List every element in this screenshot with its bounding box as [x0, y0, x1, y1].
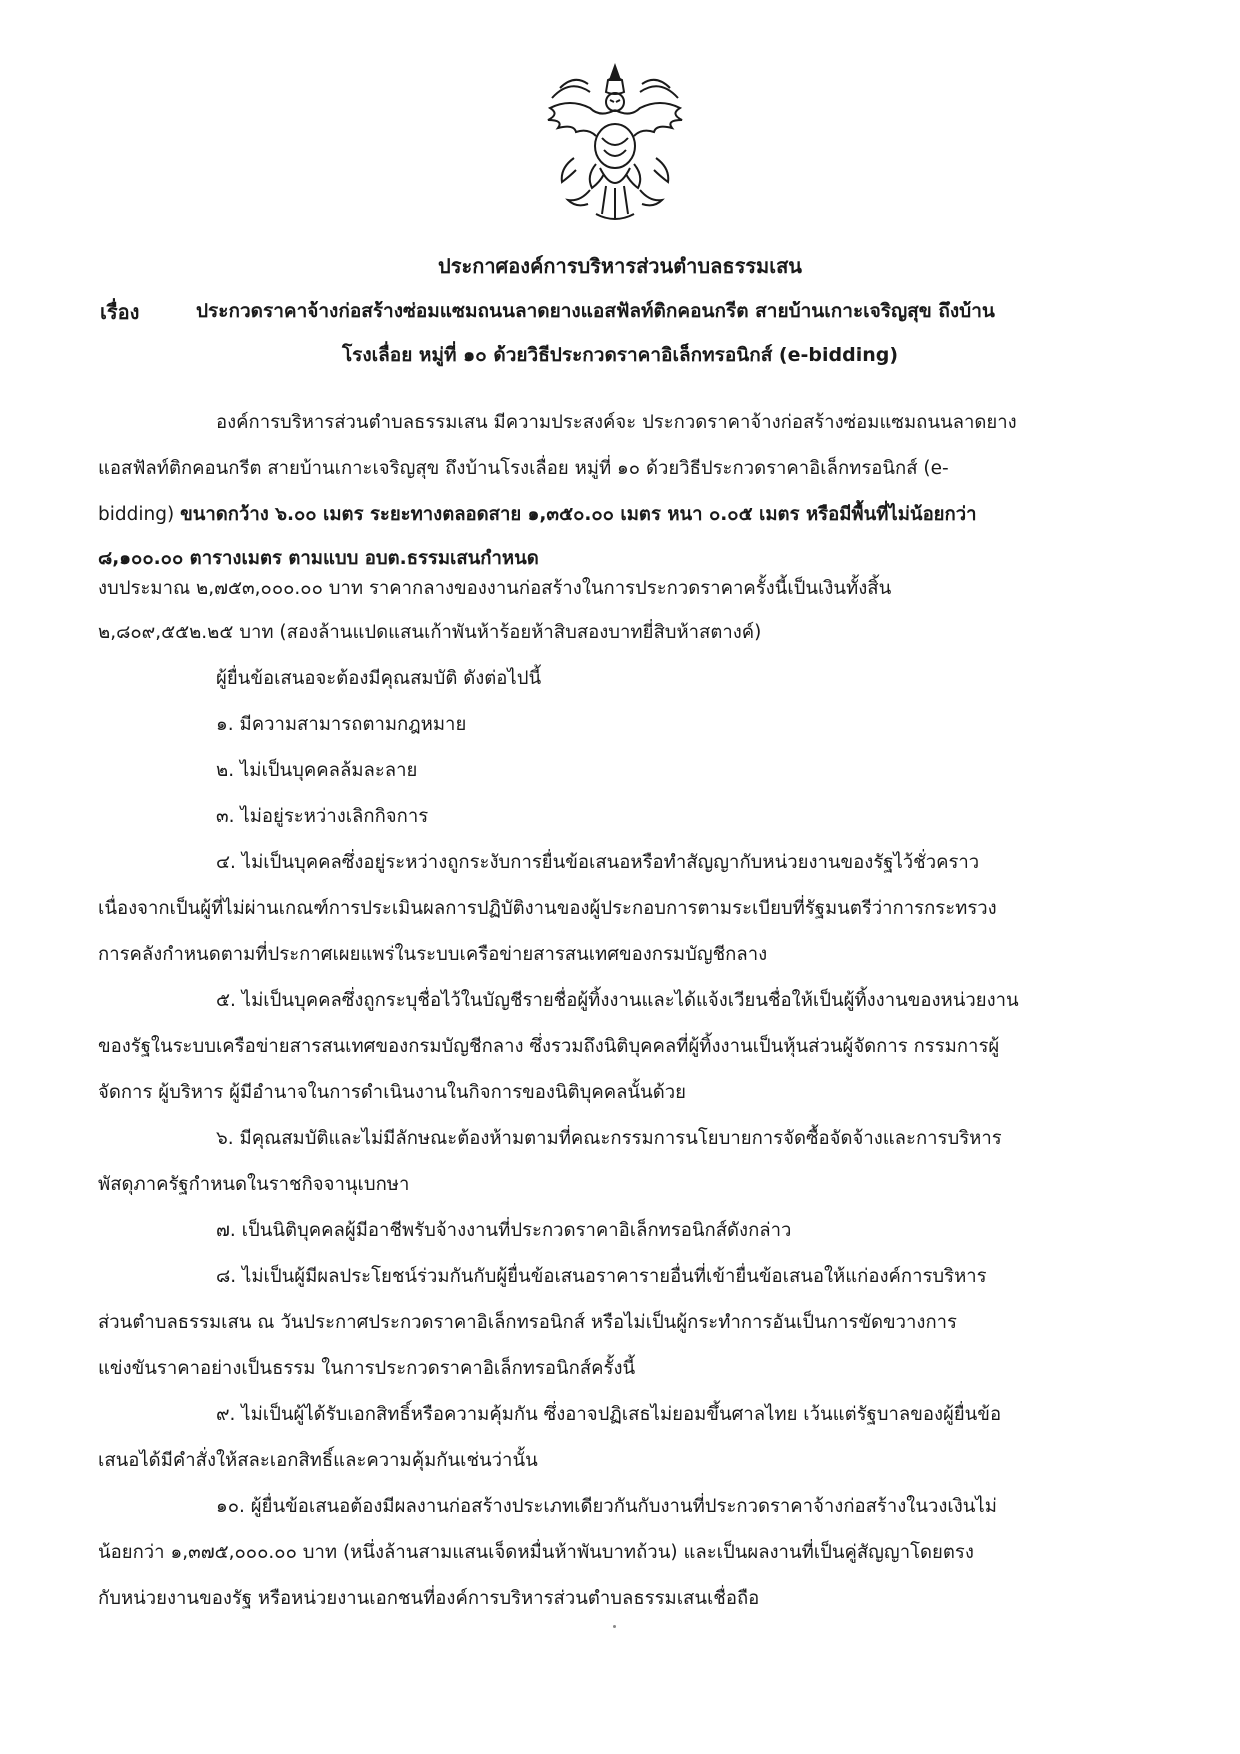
qualification-item: ๒. ไม่เป็นบุคคลล้มละลาย: [216, 760, 418, 781]
qualification-item: ๕. ไม่เป็นบุคคลซึ่งถูกระบุชื่อไว้ในบัญชีรายชื่อผู้ทิ้งงานและได้แจ้งเวียนชื่อให้เป็นผู้ทิ้งงานของหน่วยงาน: [216, 990, 1019, 1011]
paragraph-line: ของรัฐในระบบเครือข่ายสารสนเทศของกรมบัญชีกลาง ซึ่งรวมถึงนิติบุคคลที่ผู้ทิ้งงานเป็นหุ้นส่วนผู้จัดการ กรรมการผู้: [98, 1036, 1000, 1057]
qualification-item: ๘. ไม่เป็นผู้มีผลประโยชน์ร่วมกันกับผู้ยื่นข้อเสนอราคารายอื่นที่เข้ายื่นข้อเสนอให้แก่องค์การบริหาร: [216, 1266, 987, 1287]
qualification-item: ๓. ไม่อยู่ระหว่างเลิกกิจการ: [216, 806, 429, 827]
qualification-item: ๗. เป็นนิติบุคคลผู้มีอาชีพรับจ้างงานที่ประกวดราคาอิเล็กทรอนิกส์ดังกล่าว: [216, 1220, 792, 1241]
paragraph-text: bidding): [98, 504, 175, 525]
paragraph-line: ส่วนตำบลธรรมเสน ณ วันประกาศประกวดราคาอิเล็กทรอนิกส์ หรือไม่เป็นผู้กระทำการอันเป็นการขัดขวางการ: [98, 1312, 957, 1333]
paragraph-line: พัสดุภาครัฐกำหนดในราชกิจจานุเบกษา: [98, 1174, 410, 1195]
qualification-item: ๔. ไม่เป็นบุคคลซึ่งอยู่ระหว่างถูกระงับการยื่นข้อเสนอหรือทำสัญญากับหน่วยงานของรัฐไว้ชั่วคราว: [216, 852, 980, 873]
paragraph-line: ๘,๑๐๐.๐๐ ตารางเมตร ตามแบบ อบต.ธรรมเสนกำหนด: [98, 548, 539, 569]
qualification-item: ๑๐. ผู้ยื่นข้อเสนอต้องมีผลงานก่อสร้างประเภทเดียวกันกับงานที่ประกวดราคาจ้างก่อสร้างในวงเงินไม่: [216, 1496, 997, 1517]
paragraph-line: เสนอได้มีคำสั่งให้สละเอกสิทธิ์และความคุ้มกันเช่นว่านั้น: [98, 1450, 538, 1471]
qualification-item: ๙. ไม่เป็นผู้ได้รับเอกสิทธิ์หรือความคุ้มกัน ซึ่งอาจปฏิเสธไม่ยอมขึ้นศาลไทย เว้นแต่รัฐบาลของผู้ยื่นข้อ: [216, 1404, 1002, 1425]
garuda-emblem-icon: [530, 58, 700, 228]
paragraph-line: แข่งขันราคาอย่างเป็นธรรม ในการประกวดราคาอิเล็กทรอนิกส์ครั้งนี้: [98, 1358, 636, 1379]
paragraph-line: จัดการ ผู้บริหาร ผู้มีอำนาจในการดำเนินงานในกิจการของนิติบุคคลนั้นด้วย: [98, 1082, 686, 1103]
qualification-item: ๖. มีคุณสมบัติและไม่มีลักษณะต้องห้ามตามที่คณะกรรมการนโยบายการจัดซื้อจัดจ้างและการบริหาร: [216, 1128, 1002, 1149]
subject-text-line-2: โรงเลื่อย หมู่ที่ ๑๐ ด้วยวิธีประกวดราคาอิเล็กทรอนิกส์ (e-bidding): [341, 344, 899, 366]
paragraph-line: [98, 502, 977, 528]
announcement-title: ประกาศองค์การบริหารส่วนตำบลธรรมเสน: [438, 254, 802, 278]
paragraph-line: กับหน่วยงานของรัฐ หรือหน่วยงานเอกชนที่องค์การบริหารส่วนตำบลธรรมเสนเชื่อถือ: [98, 1588, 760, 1609]
subject-text-line-1: ประกวดราคาจ้างก่อสร้างซ่อมแซมถนนลาดยางแอสฟัลท์ติกคอนกรีต สายบ้านเกาะเจริญสุข ถึงบ้าน: [196, 300, 995, 322]
paragraph-line: แอสฟัลท์ติกคอนกรีต สายบ้านเกาะเจริญสุข ถึงบ้านโรงเลื่อย หมู่ที่ ๑๐ ด้วยวิธีประกวดราคาอิเล็กทรอนิกส์ (e-: [98, 458, 949, 479]
paragraph-line: เนื่องจากเป็นผู้ที่ไม่ผ่านเกณฑ์การประเมินผลการปฏิบัติงานของผู้ประกอบการตามระเบียบที่รัฐมนตรีว่าการกระทรวง: [98, 898, 997, 919]
qualification-item: ๑. มีความสามารถตามกฎหมาย: [216, 714, 467, 735]
paragraph-line: น้อยกว่า ๑,๓๗๕,๐๐๐.๐๐ บาท (หนึ่งล้านสามแสนเจ็ดหมื่นห้าพันบาทถ้วน) และเป็นผลงานที่เป็นคู่สัญญาโดยตรง: [98, 1542, 974, 1563]
scan-speck: [613, 1625, 616, 1628]
qualification-intro: ผู้ยื่นข้อเสนอจะต้องมีคุณสมบัติ ดังต่อไปนี้: [216, 668, 542, 689]
subject-label: เรื่อง: [100, 300, 140, 324]
budget-line: งบประมาณ ๒,๗๕๓,๐๐๐.๐๐ บาท ราคากลางของงานก่อสร้างในการประกวดราคาครั้งนี้เป็นเงินทั้งสิ้น: [98, 578, 892, 599]
paragraph-line: การคลังกำหนดตามที่ประกาศเผยแพร่ในระบบเครือข่ายสารสนเทศของกรมบัญชีกลาง: [98, 944, 768, 965]
paragraph-text-bold: ขนาดกว้าง ๖.๐๐ เมตร ระยะทางตลอดสาย ๑,๓๕๐.๐๐ เมตร หนา ๐.๐๕ เมตร หรือมีพื้นที่ไม่น้อยกว่า: [180, 504, 977, 525]
budget-amount-line: ๒,๘๐๙,๕๕๒.๒๕ บาท (สองล้านแปดแสนเก้าพันห้าร้อยห้าสิบสองบาทยี่สิบห้าสตางค์): [98, 622, 762, 643]
paragraph-line: องค์การบริหารส่วนตำบลธรรมเสน มีความประสงค์จะ ประกวดราคาจ้างก่อสร้างซ่อมแซมถนนลาดยาง: [216, 412, 1017, 433]
